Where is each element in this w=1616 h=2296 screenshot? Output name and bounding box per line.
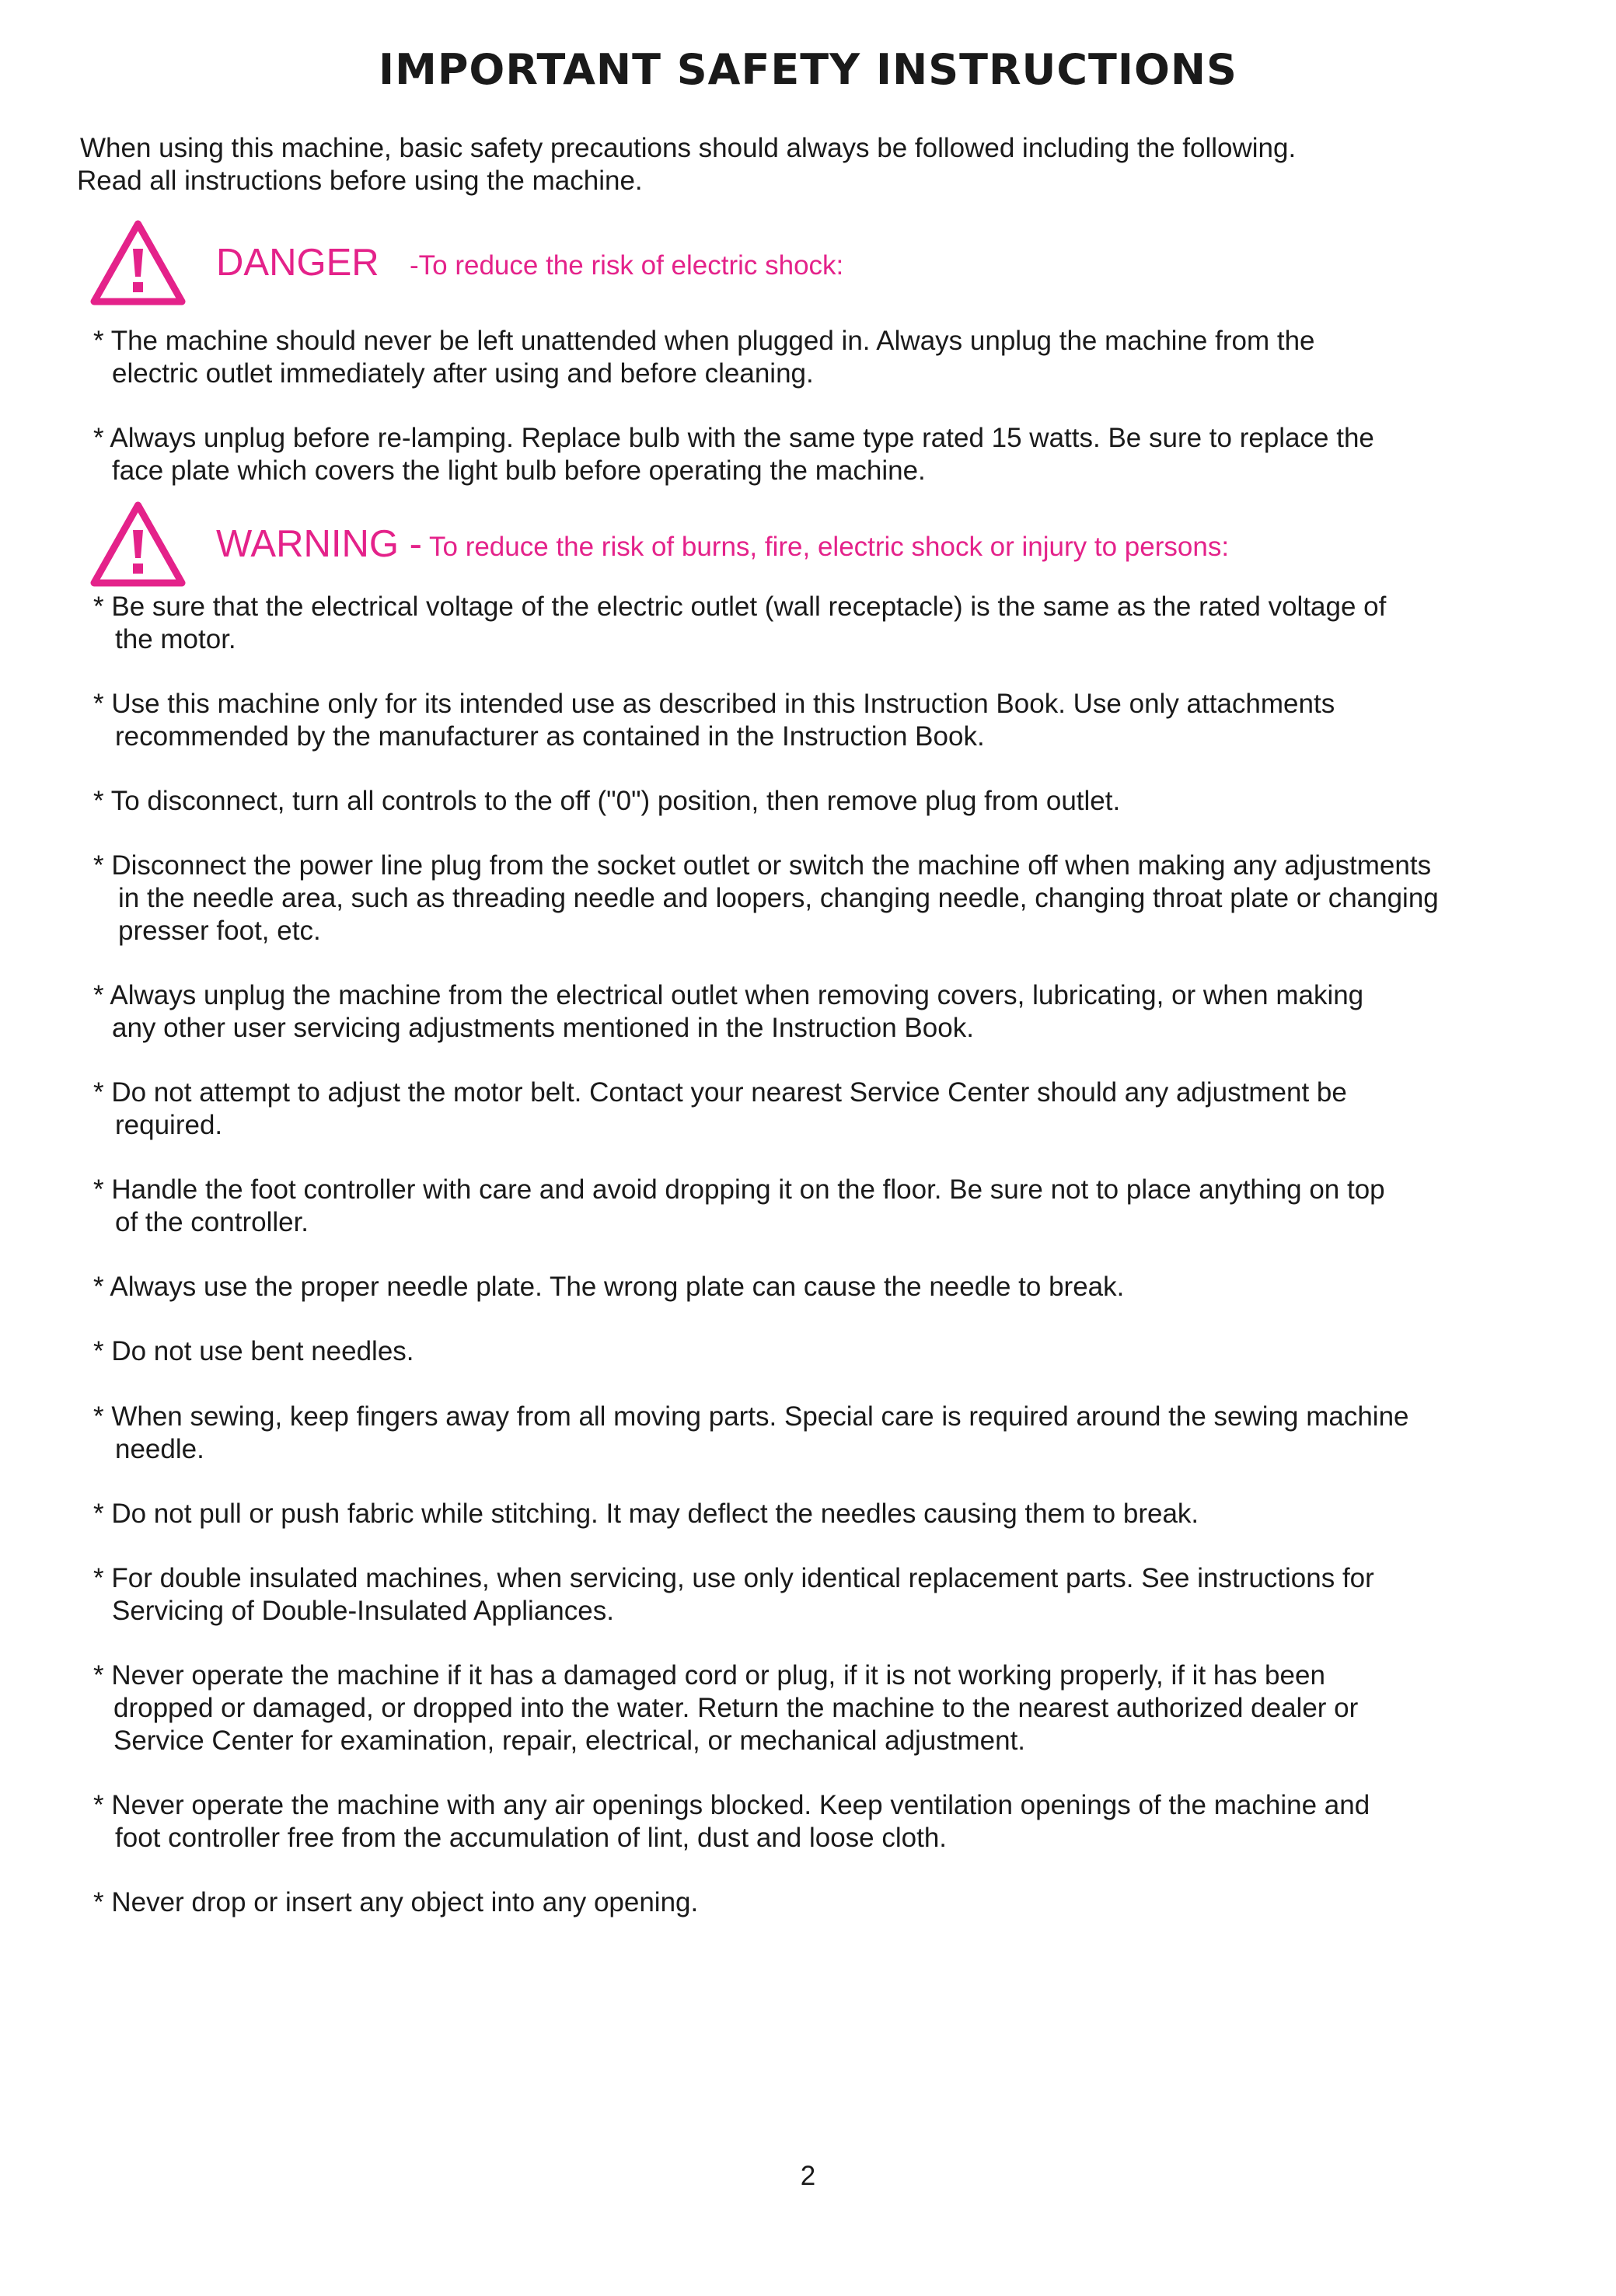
warning-item-3-line-1: * To disconnect, turn all controls to the off ("0") position, then remove plug from outlet. [93, 786, 1121, 816]
warning-item-3 [93, 785, 1555, 818]
warning-item-8-line-1: * Always use the proper needle plate. The wrong plate can cause the needle to break. [93, 1272, 1125, 1302]
danger-item-1-line-2: electric outlet immediately after using and before cleaning. [112, 358, 814, 389]
warning-item-12-line-2: Servicing of Double-Insulated Appliances. [112, 1596, 614, 1626]
warning-item-14 [93, 1789, 1555, 1855]
warning-item-10-line-2: needle. [115, 1434, 204, 1464]
warning-item-2-line-1: * Use this machine only for its intended use as described in this Instruction Book. Use only attachments [93, 689, 1335, 719]
warning-item-14-line-1: * Never operate the machine with any air openings blocked. Keep ventilation openings of the machine and [93, 1790, 1370, 1820]
warning-item-7-line-2: of the controller. [115, 1207, 309, 1237]
warning-item-6-line-1: * Do not attempt to adjust the motor belt. Contact your nearest Service Center should any adjustment be [93, 1077, 1347, 1108]
warning-item-5-line-2: any other user servicing adjustments mentioned in the Instruction Book. [112, 1013, 974, 1043]
warning-item-5 [93, 979, 1555, 1045]
danger-item-2-line-2: face plate which covers the light bulb before operating the machine. [112, 455, 926, 486]
page-number: 2 [800, 2161, 816, 2191]
intro-line-1: When using this machine, basic safety precautions should always be followed including the following. [80, 133, 1297, 163]
warning-description: To reduce the risk of burns, fire, electric shock or injury to persons: [429, 532, 1230, 562]
warning-item-6-line-2: required. [115, 1110, 223, 1140]
warning-item-1 [93, 591, 1555, 656]
warning-item-4 [93, 850, 1555, 947]
warning-item-13 [93, 1659, 1555, 1757]
warning-item-4-line-1: * Disconnect the power line plug from the socket outlet or switch the machine off when making any adjustments [93, 850, 1432, 881]
warning-item-7 [93, 1174, 1555, 1239]
warning-header [89, 501, 1566, 594]
danger-item-1 [93, 325, 1555, 390]
warning-item-12-line-1: * For double insulated machines, when servicing, use only identical replacement parts. See instructions for [93, 1563, 1374, 1593]
danger-description: -To reduce the risk of electric shock: [410, 250, 844, 281]
warning-item-5-line-1: * Always unplug the machine from the electrical outlet when removing covers, lubricating, or when making [93, 980, 1364, 1010]
danger-label: DANGER [216, 242, 379, 284]
warning-item-9-line-1: * Do not use bent needles. [93, 1336, 414, 1366]
warning-item-8 [93, 1271, 1555, 1303]
danger-item-2 [93, 422, 1555, 487]
warning-label: WARNING - [216, 523, 422, 565]
warning-item-15-line-1: * Never drop or insert any object into any opening. [93, 1887, 699, 1917]
warning-item-1-line-1: * Be sure that the electrical voltage of the electric outlet (wall receptacle) is the same as the rated voltage of [93, 591, 1387, 622]
warning-item-13-line-1: * Never operate the machine if it has a damaged cord or plug, if it is not working properly, if it has been [93, 1660, 1325, 1691]
warning-item-4-line-3: presser foot, etc. [118, 916, 321, 946]
warning-item-2 [93, 688, 1555, 753]
warning-item-6 [93, 1076, 1555, 1142]
warning-item-13-line-2: dropped or damaged, or dropped into the water. Return the machine to the nearest authorized dealer or [113, 1693, 1359, 1723]
warning-item-10 [93, 1401, 1555, 1466]
warning-item-12 [93, 1562, 1555, 1628]
danger-item-1-line-1: * The machine should never be left unattended when plugged in. Always unplug the machine from the [93, 326, 1315, 356]
warning-item-1-line-2: the motor. [115, 624, 236, 654]
warning-item-10-line-1: * When sewing, keep fingers away from all moving parts. Special care is required around the sewing machine [93, 1401, 1409, 1432]
danger-header [89, 219, 1566, 312]
warning-triangle-icon [89, 219, 187, 306]
page-title: IMPORTANT SAFETY INSTRUCTIONS [379, 45, 1237, 94]
intro-line-2: Read all instructions before using the machine. [77, 166, 643, 196]
warning-item-2-line-2: recommended by the manufacturer as contained in the Instruction Book. [115, 721, 985, 752]
warning-item-7-line-1: * Handle the foot controller with care and avoid dropping it on the floor. Be sure not to place anything on top [93, 1174, 1385, 1205]
warning-item-13-line-3: Service Center for examination, repair, electrical, or mechanical adjustment. [113, 1725, 1026, 1756]
warning-item-4-line-2: in the needle area, such as threading needle and loopers, changing needle, changing throat plate or changing [118, 883, 1439, 913]
danger-item-2-line-1: * Always unplug before re-lamping. Replace bulb with the same type rated 15 watts. Be sure to replace the [93, 423, 1374, 453]
warning-triangle-icon [89, 501, 187, 588]
warning-item-9 [93, 1335, 1555, 1368]
warning-item-14-line-2: foot controller free from the accumulation of lint, dust and loose cloth. [115, 1823, 948, 1853]
warning-item-15 [93, 1886, 1555, 1919]
warning-item-11-line-1: * Do not pull or push fabric while stitching. It may deflect the needles causing them to break. [93, 1499, 1199, 1529]
warning-item-11 [93, 1498, 1555, 1530]
